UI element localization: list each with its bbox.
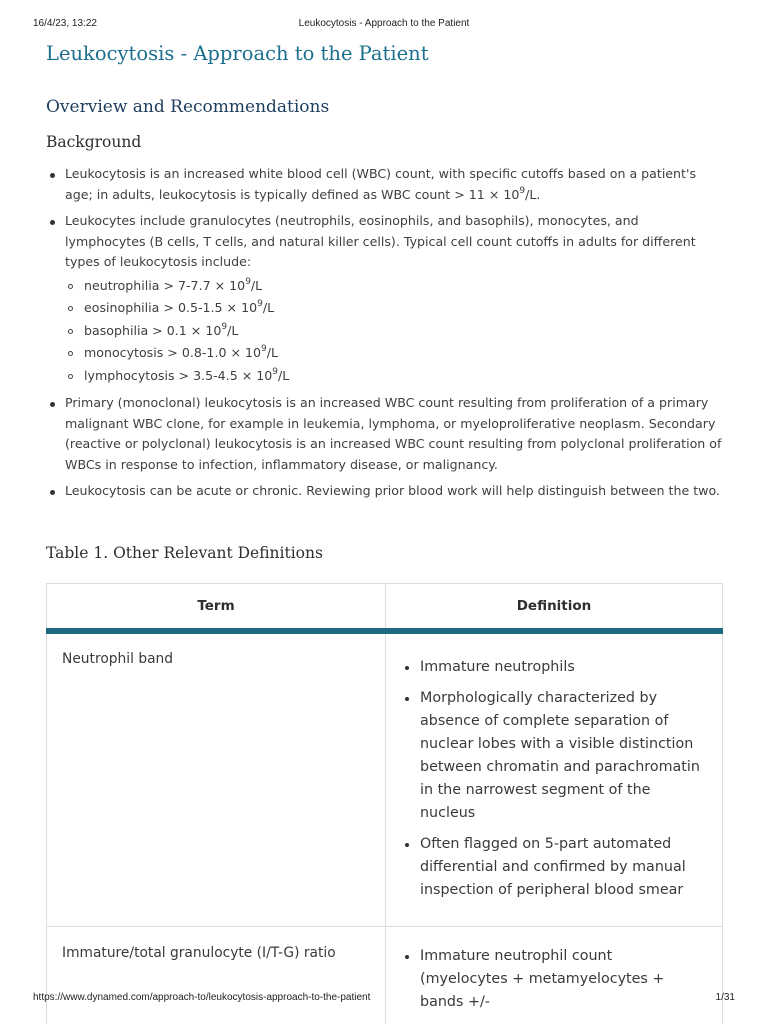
superscript: 9 bbox=[272, 366, 279, 377]
bullet-icon bbox=[405, 666, 409, 670]
definition-text: Morphologically characterized by absence of complete separation of nuclear lobes with a visible distinction between chromatin and parachromatin in the narrowest segment of the nucleus bbox=[420, 690, 700, 821]
cutoff-item bbox=[65, 365, 723, 388]
circle-bullet-icon bbox=[68, 329, 73, 334]
superscript: 9 bbox=[261, 344, 267, 354]
bullet-icon bbox=[50, 220, 55, 225]
cutoff-text: basophilia > 0.1 × 10 bbox=[84, 322, 222, 338]
bullet-icon bbox=[405, 955, 409, 959]
bullet-icon bbox=[50, 490, 55, 495]
section-title: Overview and Recommendations bbox=[46, 97, 330, 117]
bullet-icon bbox=[50, 173, 55, 178]
superscript: 9 bbox=[519, 185, 526, 196]
cutoff-unit: /L bbox=[227, 322, 239, 338]
column-header-definition: Definition bbox=[386, 583, 723, 631]
print-date: 16/4/23, 13:22 bbox=[33, 18, 97, 29]
term-cell: Neutrophil band bbox=[47, 631, 386, 927]
cutoff-item bbox=[65, 275, 723, 298]
definition-text: Immature neutrophils bbox=[420, 659, 575, 675]
page-number: 1/31 bbox=[715, 992, 735, 1003]
subsection-title: Background bbox=[46, 133, 142, 151]
circle-bullet-icon bbox=[68, 306, 73, 311]
bullet-icon bbox=[50, 402, 55, 407]
list-item bbox=[46, 393, 723, 475]
table-header-row bbox=[47, 583, 723, 631]
superscript: 9 bbox=[221, 321, 228, 332]
bullet-text: Leukocytes include granulocytes (neutrophils, eosinophils, and basophils), monocytes, and lymphocytes (B cells, T cells, and natural killer cells). Typical cell count cutoffs in adults for different types of leukocytosis include: bbox=[65, 213, 696, 269]
cutoff-unit: /L bbox=[278, 367, 290, 383]
cutoff-text: eosinophilia > 0.5-1.5 × 10 bbox=[84, 300, 258, 315]
cutoff-unit: /L bbox=[262, 300, 275, 315]
definitions-table bbox=[46, 583, 723, 1024]
circle-bullet-icon bbox=[68, 374, 73, 379]
definition-text: Immature neutrophil count (myelocytes + metamyelocytes + bands +/- bbox=[420, 948, 665, 1010]
table-row bbox=[47, 927, 723, 1024]
print-url: https://www.dynamed.com/approach-to/leukocytosis-approach-to-the-patient bbox=[33, 992, 371, 1003]
page-title: Leukocytosis - Approach to the Patient bbox=[46, 42, 429, 65]
definition-item bbox=[404, 656, 702, 679]
circle-bullet-icon bbox=[68, 351, 73, 356]
cutoff-unit: /L bbox=[266, 345, 279, 360]
definition-text: Often flagged on 5-part automated differential and confirmed by manual inspection of peripheral blood smear bbox=[420, 836, 686, 898]
bullet-text: Primary (monoclonal) leukocytosis is an increased WBC count resulting from proliferation of a primary malignant WBC clone, for example in leukemia, lymphoma, or myeloproliferative neoplasm. Secondary (reactive or polyclonal) leukocytosis is an increased WBC count resulting from polyclonal proliferation of WBCs in response to infection, inflammatory disease, or malignancy. bbox=[65, 395, 722, 472]
table-caption: Table 1. Other Relevant Definitions bbox=[46, 543, 323, 562]
definition-item bbox=[404, 687, 702, 825]
article bbox=[46, 40, 723, 1024]
superscript: 9 bbox=[257, 299, 263, 309]
bullet-icon bbox=[405, 697, 409, 701]
cutoff-item bbox=[65, 320, 723, 343]
cutoff-unit: /L bbox=[250, 277, 263, 293]
circle-bullet-icon bbox=[68, 284, 73, 289]
term-cell: Immature/total granulocyte (I/T-G) ratio bbox=[47, 927, 386, 1024]
definition-cell bbox=[386, 631, 723, 927]
list-item bbox=[46, 481, 723, 502]
bullet-icon bbox=[405, 843, 409, 847]
column-header-term: Term bbox=[47, 583, 386, 631]
list-item bbox=[46, 211, 723, 387]
definition-cell bbox=[386, 927, 723, 1024]
print-title: Leukocytosis - Approach to the Patient bbox=[298, 18, 470, 29]
cutoff-text: lymphocytosis > 3.5-4.5 × 10 bbox=[84, 367, 273, 383]
cutoff-list bbox=[65, 275, 723, 388]
print-footer bbox=[0, 992, 768, 1006]
bullet-tail: /L. bbox=[525, 186, 541, 202]
list-item bbox=[46, 164, 723, 205]
definition-item bbox=[404, 833, 702, 902]
cutoff-item bbox=[65, 342, 723, 365]
background-list bbox=[46, 164, 723, 502]
cutoff-item bbox=[65, 297, 723, 320]
bullet-text: Leukocytosis is an increased white blood cell (WBC) count, with specific cutoffs based on a patient's age; in adults, leukocytosis is typically defined as WBC count > 11 × 10 bbox=[65, 166, 697, 202]
bullet-text: Leukocytosis can be acute or chronic. Reviewing prior blood work will help distinguish between the two. bbox=[65, 483, 720, 498]
cutoff-text: monocytosis > 0.8-1.0 × 10 bbox=[84, 345, 262, 360]
print-header bbox=[0, 18, 768, 32]
definition-list bbox=[404, 656, 702, 902]
superscript: 9 bbox=[245, 276, 251, 287]
cutoff-text: neutrophilia > 7-7.7 × 10 bbox=[84, 277, 246, 293]
table-row bbox=[47, 631, 723, 927]
